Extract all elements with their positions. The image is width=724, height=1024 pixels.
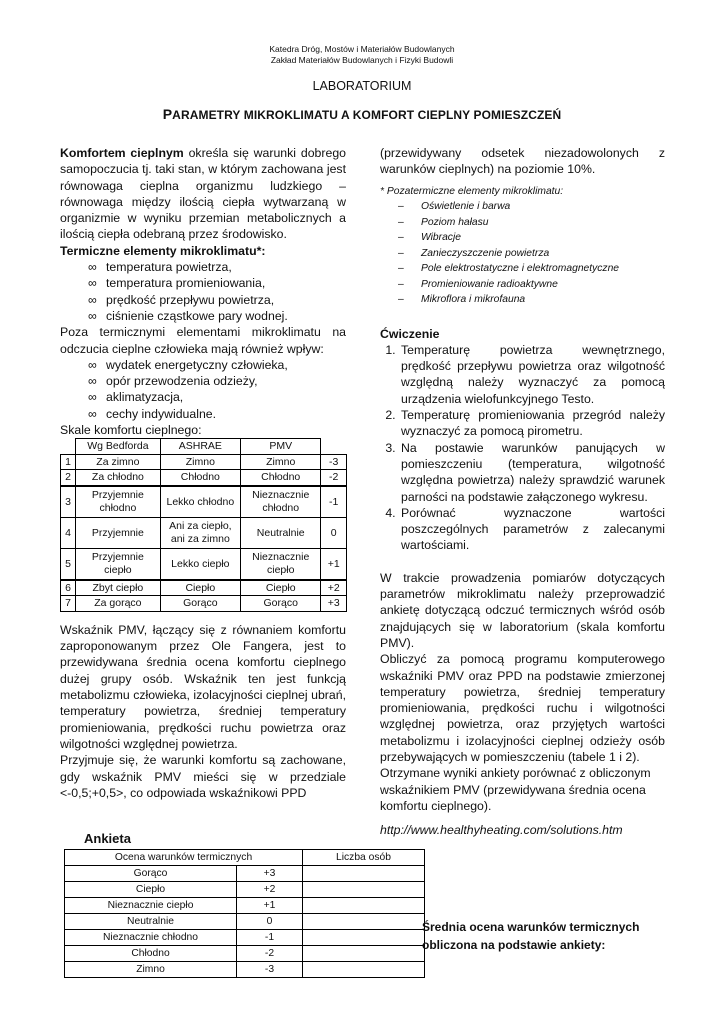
comparison-instruction: Otrzymane wyniki ankiety porównać z obliczonym wskaźnikiem PMV (przewidywana średnia ocena komfortu cieplnego). [380,766,651,813]
note-heading: * Pozatermiczne elementy mikroklimatu: [380,185,564,197]
list-item: ∞ aklimatyzacja, [88,390,184,405]
table-row: Gorąco +3 [65,866,425,882]
list-item: ∞ ciśnienie cząstkowe pary wodnej. [88,308,288,323]
list-item: ∞ temperatura promieniowania, [88,276,266,291]
department-name: Katedra Dróg, Mostów i Materiałów Budowlanych [269,44,455,54]
lab-label: LABORATORIUM [312,79,412,93]
header-bedford: Wg Bedforda [76,439,161,455]
list-item: – Zanieczyszczenie powietrza [398,246,665,262]
list-item: 1. Temperaturę powietrza wewnętrznego, prędkość przepływu powietrza oraz wilgotność względną należy wyznaczyć za pomocą urządzenia wielofunkcyjnego Testo. [399,342,665,407]
calculation-instruction: Obliczyć za pomocą programu komputerowego wskaźniki PMV oraz PPD na podstawie zmierzonej temperatury powietrza, średniej temperatury promieniowania, prędkości ruchu i wilgotności względnej powietrza, oraz przyjętych wartości metabolizmu i izolacyjności cieplnej odzieży osób przebywających w pomieszczeniu (tabele 1 i 2). [380,652,665,765]
institution-header [0,44,724,66]
survey-instruction: W trakcie prowadzenia pomiarów dotyczących parametrów mikroklimatu należy przeprowadzić ankietę dotyczącą odczuć termicznych wśród osób znajdujących się w laboratorium (skala komfortu PMV). [380,570,665,650]
comfort-scale-table [60,438,347,612]
infinity-bullet-icon: ∞ [88,276,97,291]
infinity-bullet-icon: ∞ [88,292,97,307]
intro-text: określa się warunki dobrego samopoczucia tj. taki stan, w którym zachowana jest równowaga cieplna organizmu ludzkiego – równowaga między ilością ciepła wytwarzaną w organizmie w wyniku przemian metabolicznych a ilością ciepła odebraną przez środowisko. [60,146,347,242]
reference-link[interactable]: http://www.healthyheating.com/solutions.htm [380,823,623,838]
average-rating-label: Średnia ocena warunków termicznych obliczona na podstawie ankiety: [422,920,640,952]
table-row: 6 Zbyt ciepło Ciepło Ciepło +2 [61,580,347,596]
count-cell[interactable] [303,898,425,914]
table-header-row [61,439,347,455]
comfort-paragraph: Przyjmuje się, że warunki komfortu są zachowane, gdy wskaźnik PMV mieści się w przedziale <-0,5;+0,5>, co odpowiada wskaźnikowi PPD [60,753,346,800]
table-row: 7 Za gorąco Gorąco Gorąco +3 [61,596,347,612]
header-rating: Ocena warunków termicznych [65,850,303,866]
count-cell[interactable] [303,882,425,898]
list-item: – Wibracje [398,230,665,246]
count-cell[interactable] [303,946,425,962]
page-title [0,106,724,122]
table-row: Neutralnie 0 [65,914,425,930]
title-first-letter: P [162,106,173,122]
infinity-bullet-icon: ∞ [88,308,97,323]
dash-bullet-icon: – [398,216,404,228]
list-item: ∞ wydatek energetyczny człowieka, [88,357,288,372]
pmv-paragraph: Wskaźnik PMV, łączący się z równaniem komfortu zaproponowanym przez Ole Fangera, jest to przewidywana średnia ocena komfortu cieplnego dużej grupy osób. Wskaźnik ten jest funkcją metabolizmu człowieka, izolacyjności cieplnej ubrań, temperatury powietrza, średniej temperatury promieniowania, prędkości ruchu powietrza oraz wilgotności względnej powietrza. [60,622,346,751]
thermal-heading: Termiczne elementy mikroklimatu*: [60,243,266,258]
dash-bullet-icon: – [398,278,404,290]
list-item: ∞ prędkość przepływu powietrza, [88,292,275,307]
scale-heading: Skale komfortu cieplnego: [60,423,202,438]
empty-corner-cell [321,439,347,455]
list-item: 3. Na postawie warunków panujących w pomieszczeniu (temperatura, wilgotność względna powietrza) należy sprawdzić warunek parności na podstawie załączonego wykresu. [399,440,665,505]
table-row: 1 Za zimno Zimno Zimno -3 [61,454,347,470]
right-column [380,145,665,839]
list-item: 2. Temperaturę promieniowania przegród należy wyznaczyć za pomocą pirometru. [399,407,665,440]
table-row: 4 Przyjemnie Ani za ciepło, ani za zimno Neutralnie 0 [61,517,347,548]
table-row: 5 Przyjemnie ciepło Lekko ciepło Nieznacznie ciepło +1 [61,548,347,580]
infinity-bullet-icon: ∞ [88,406,97,421]
infinity-bullet-icon: ∞ [88,390,97,405]
dash-bullet-icon: – [398,232,404,244]
survey-title: Ankieta [84,831,131,846]
table-row: 2 Za chłodno Chłodno Chłodno -2 [61,470,347,486]
header-pmv: PMV [241,439,321,455]
list-item: 4. Porównać wyznaczone wartości poszczególnych parametrów z zalecanymi wartościami. [399,505,665,554]
count-cell[interactable] [303,962,425,978]
non-thermal-note-list [380,199,665,308]
table-row: Ciepło +2 [65,882,425,898]
ppd-continuation: (przewidywany odsetek niezadowolonych z warunków cieplnych) na poziomie 10%. [380,146,665,177]
table-row: Chłodno -2 [65,946,425,962]
header-count: Liczba osób [303,850,425,866]
list-item: ∞ cechy indywidualne. [88,406,217,421]
intro-term: Komfortem cieplnym [60,146,184,160]
table-row: Zimno -3 [65,962,425,978]
intro-paragraph [60,145,346,243]
survey-table [64,849,425,978]
list-item: ∞ temperatura powietrza, [88,260,232,275]
list-item: – Poziom hałasu [398,215,665,231]
non-thermal-intro: Poza termicznymi elementami mikroklimatu na odczucia cieplne człowieka mają również wpływ: [60,325,346,356]
list-item: – Pole elektrostatyczne i elektromagnetyczne [398,261,665,277]
count-cell[interactable] [303,866,425,882]
list-item: – Promieniowanie radioaktywne [398,277,665,293]
dash-bullet-icon: – [398,263,404,275]
list-item: ∞ opór przewodzenia odzieży, [88,374,258,389]
exercise-list [380,342,665,554]
infinity-bullet-icon: ∞ [88,374,97,389]
unit-name: Zakład Materiałów Budowlanych i Fizyki Budowli [270,55,454,65]
infinity-bullet-icon: ∞ [88,357,97,372]
dash-bullet-icon: – [398,247,404,259]
count-cell[interactable] [303,930,425,946]
table-header-row [65,850,425,866]
thermal-list [60,259,346,324]
dash-bullet-icon: – [398,294,404,306]
left-column [60,145,346,801]
empty-corner-cell [61,439,76,455]
table-row: 3 Przyjemnie chłodno Lekko chłodno Nieznacznie chłodno -1 [61,486,347,518]
list-item: – Oświetlenie i barwa [398,199,665,215]
table-row: Nieznacznie ciepło +1 [65,898,425,914]
list-item: – Mikroflora i mikrofauna [398,292,665,308]
header-ashrae: ASHRAE [160,439,240,455]
dash-bullet-icon: – [398,201,404,213]
title-rest: ARAMETRY MIKROKLIMATU A KOMFORT CIEPLNY POMIESZCZEŃ [172,108,562,122]
infinity-bullet-icon: ∞ [88,260,97,275]
non-thermal-list [60,357,346,422]
exercise-heading: Ćwiczenie [380,326,440,341]
count-cell[interactable] [303,914,425,930]
table-row: Nieznacznie chłodno -1 [65,930,425,946]
